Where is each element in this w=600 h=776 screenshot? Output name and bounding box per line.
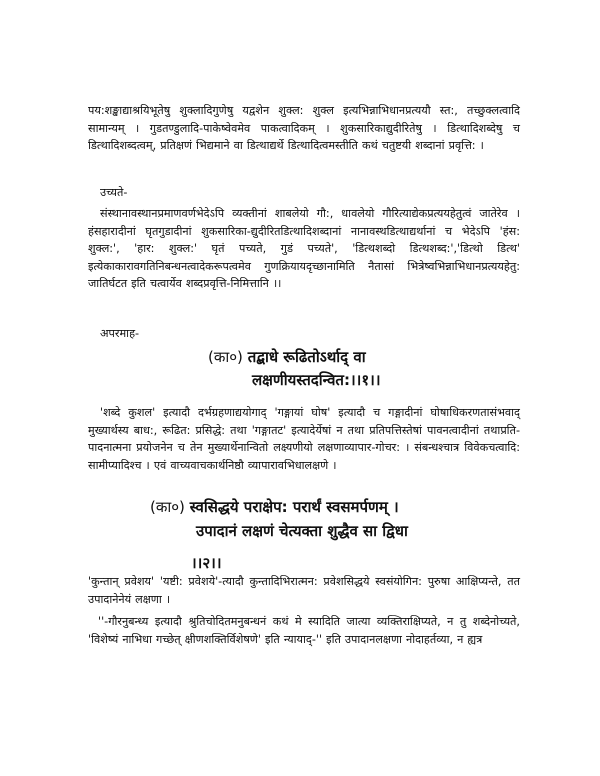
aparamaha-label: अपरमाह- bbox=[100, 327, 140, 340]
karika-2-verse-number: ।।२।। bbox=[191, 554, 222, 572]
ucyate-label: उच्यते- bbox=[100, 186, 128, 199]
karika-1-verse-line-1: तद्बाधे रूढितोऽर्थाद् वा bbox=[247, 348, 366, 366]
karika-2-verse-line-2: उपादानं लक्षणं चेत्यक्ता शुद्धैव सा द्विधा bbox=[196, 522, 408, 540]
paragraph-3: 'शब्दे कुशल' इत्यादौ दर्भग्रहणाद्ययोगाद् 'गङ्गायां घोष' इत्यादौ च गङ्गादीनां घोषाधिकरणतासंभवाद् मुख्यार्थस्य बाध:, रूढित: प्रसिद्धे: तथा 'गङ्गातट' इत्यादेर्येषां न तथा प्रतिपत्तिस्तेषां पावनत्वादीनां तथाप्रति-पादनात्मना प्रयोजनेन च तेन मुख्यार्थेनान्वितो लक्ष्यणीयो लक्षणाव्यापार-गोचर: । संबन्धश्चात्र विवेकचत्वादि: सामीप्यादिश्च । एवं वाच्यवाचकार्थनिष्ठौ व्यापारावभिधालक्षणे । bbox=[88, 406, 520, 472]
paragraph-4: 'कुन्तान् प्रवेशय' 'यष्टी: प्रवेशये'-त्यादौ कुन्तादिभिरात्मन: प्रवेशसिद्धये स्वसंयोगिन: पुरुषा आक्षिप्यन्ते, तत उपादानेनेयं लक्षणा । bbox=[88, 575, 520, 606]
karika-1-line-1 bbox=[208, 347, 366, 367]
paragraph-2: संस्थानावस्थानप्रमाणवर्णभेदेऽपि व्यक्तीनां शाबलेयो गौ:, धावलेयो गौरित्याद्येकप्रत्ययहेतुत्वं जातेरेव । हंसहारादीनां घृतगुडादीनां शुकसारिका-द्युदीरितडित्थादिशब्दानां नानावस्थडित्थाद्यर्थानां च भेदेऽपि 'हंस: शुक्ल:', 'हार: शुक्ल:' घृतं पच्यते, गुडं पच्यते', 'डित्थशब्दो डित्थशब्द:','डित्थो डित्थ' इत्येकाकारावगतिनिबन्धनत्वादेकरूपत्वमेव गुणक्रियायदृच्छानामिति नैतासां भित्रेष्वभिन्नाभिधानप्रत्ययहेतु: जातिर्घटत इति चत्वार्येव शब्दप्रवृत्ति-निमित्तानि ।। bbox=[88, 207, 520, 291]
karika-2-line-1 bbox=[150, 497, 399, 517]
paragraph-5: ''-गौरनुबन्ध्य इत्यादौ श्रुतिचोदितमनुबन्धनं कथं मे स्यादिति जात्या व्यक्तिराक्षिप्यते, न तु शब्देनोच्यते, 'विशेष्यं नाभिधा गच्छेत् क्षीणशक्तिर्विशेषणे' इति न्यायाद्-'' इति उपादानलक्षणा नोदाहर्तव्या, न ह्यत्र bbox=[88, 615, 520, 646]
karika-2-verse-line-1: स्वसिद्धये पराक्षेप: परार्थं स्वसमर्पणम् । bbox=[189, 498, 399, 516]
karika-1-line-2 bbox=[252, 370, 381, 390]
paragraph-1: पय:शङ्खाद्याश्रयिभूतेषु शुक्लादिगुणेषु यद्वशेन शुक्ल: शुक्ल इत्यभिन्नाभिधानप्रत्ययौ स्त:, तच्छुक्लत्वादि सामान्यम् । गुडतण्डुलादि-पाकेष्वेवमेव पाकत्वादिकम् । शुकसारिकाद्युदीरितेषु । डित्थादिशब्देषु च डित्थादिशब्दत्वम्, प्रतिक्षणं भिद्यमाने वा डित्थाद्यर्थे डित्थादित्वमस्तीति कथं चतुष्टयी शब्दानां प्रवृत्ति: । bbox=[88, 104, 520, 153]
karika-1-prefix: (का०) bbox=[208, 348, 243, 366]
karika-1-verse-line-2: लक्षणीयस्तदन्वित:।।१।। bbox=[252, 371, 381, 389]
karika-2-number bbox=[191, 553, 222, 573]
karika-2-line-2 bbox=[196, 521, 408, 541]
karika-2-prefix: (का०) bbox=[150, 498, 185, 516]
